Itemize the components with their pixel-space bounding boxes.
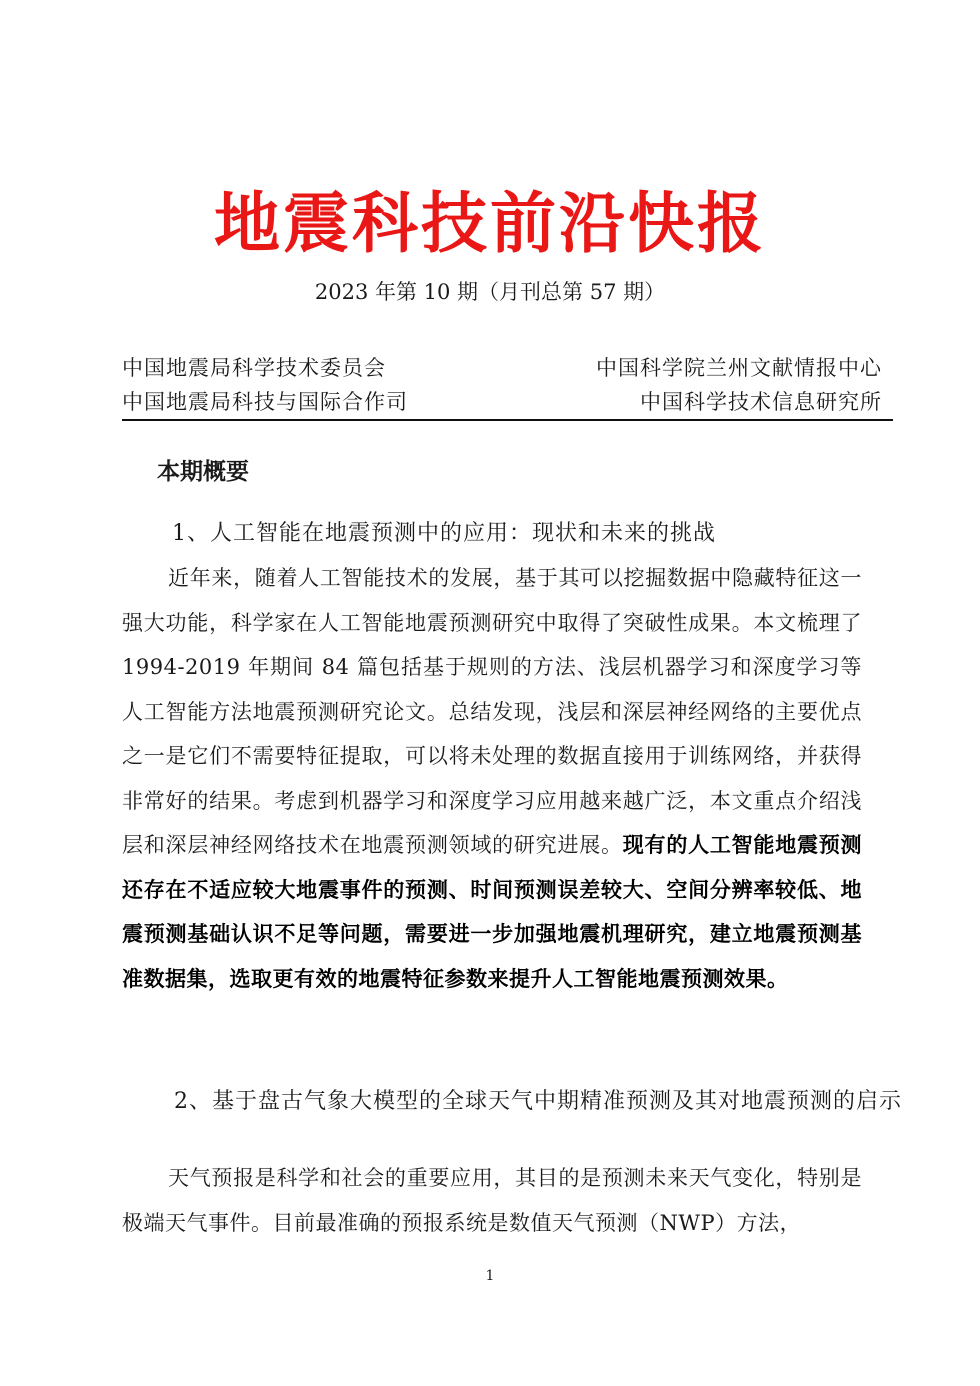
org-right-2: 中国科学技术信息研究所 [640,390,882,414]
item-1-emphasis: 现有的人工智能地震预测还存在不适应较大地震事件的预测、时间预测误差较大、空间分辨率较低、地震预测基础认识不足等问题，需要进一步加强地震机理研究，建立地震预测基准数据集，选取更有效的地震特征参数来提升人工智能地震预测效果。 [122,832,863,991]
item-1-title: 1、人工智能在地震预测中的应用：现状和未来的挑战 [172,521,716,546]
org-left-1: 中国地震局科学技术委员会 [122,356,386,380]
newsletter-title: 地震科技前沿快报 [214,184,766,262]
org-right-1: 中国科学院兰州文献情报中心 [596,356,882,380]
item-2-title: 2、基于盘古气象大模型的全球天气中期精准预测及其对地震预测的启示 [174,1089,902,1114]
header-divider [122,419,893,421]
item-2-body [122,1156,862,1245]
item-1-paragraph: 近年来，随着人工智能技术的发展，基于其可以挖掘数据中隐藏特征这一强大功能，科学家在人工智能地震预测研究中取得了突破性成果。本文梳理了 1994-2019 年期间 84 篇包括基于规则的方法、浅层机器学习和深度学习等人工智能方法地震预测研究论文。总结发现，浅层和深层神经网络的主要优点之一是它们不需要特征提取，可以将未处理的数据直接用于训练网络，并获得非常好的结果。考虑到机器学习和深度学习应用越来越广泛，本文重点介绍浅层和深层神经网络技术在地震预测领域的研究进展。 [122,566,862,857]
summary-heading: 本期概要 [157,458,249,485]
org-left-2: 中国地震局科技与国际合作司 [122,390,408,414]
item-2-paragraph: 天气预报是科学和社会的重要应用，其目的是预测未来天气变化，特别是极端天气事件。目前最准确的预报系统是数值天气预测（NWP）方法， [122,1166,862,1235]
issue-info: 2023 年第 10 期（月刊总第 57 期） [314,280,666,304]
page-number: 1 [485,1268,495,1284]
item-1-body [122,556,862,1001]
